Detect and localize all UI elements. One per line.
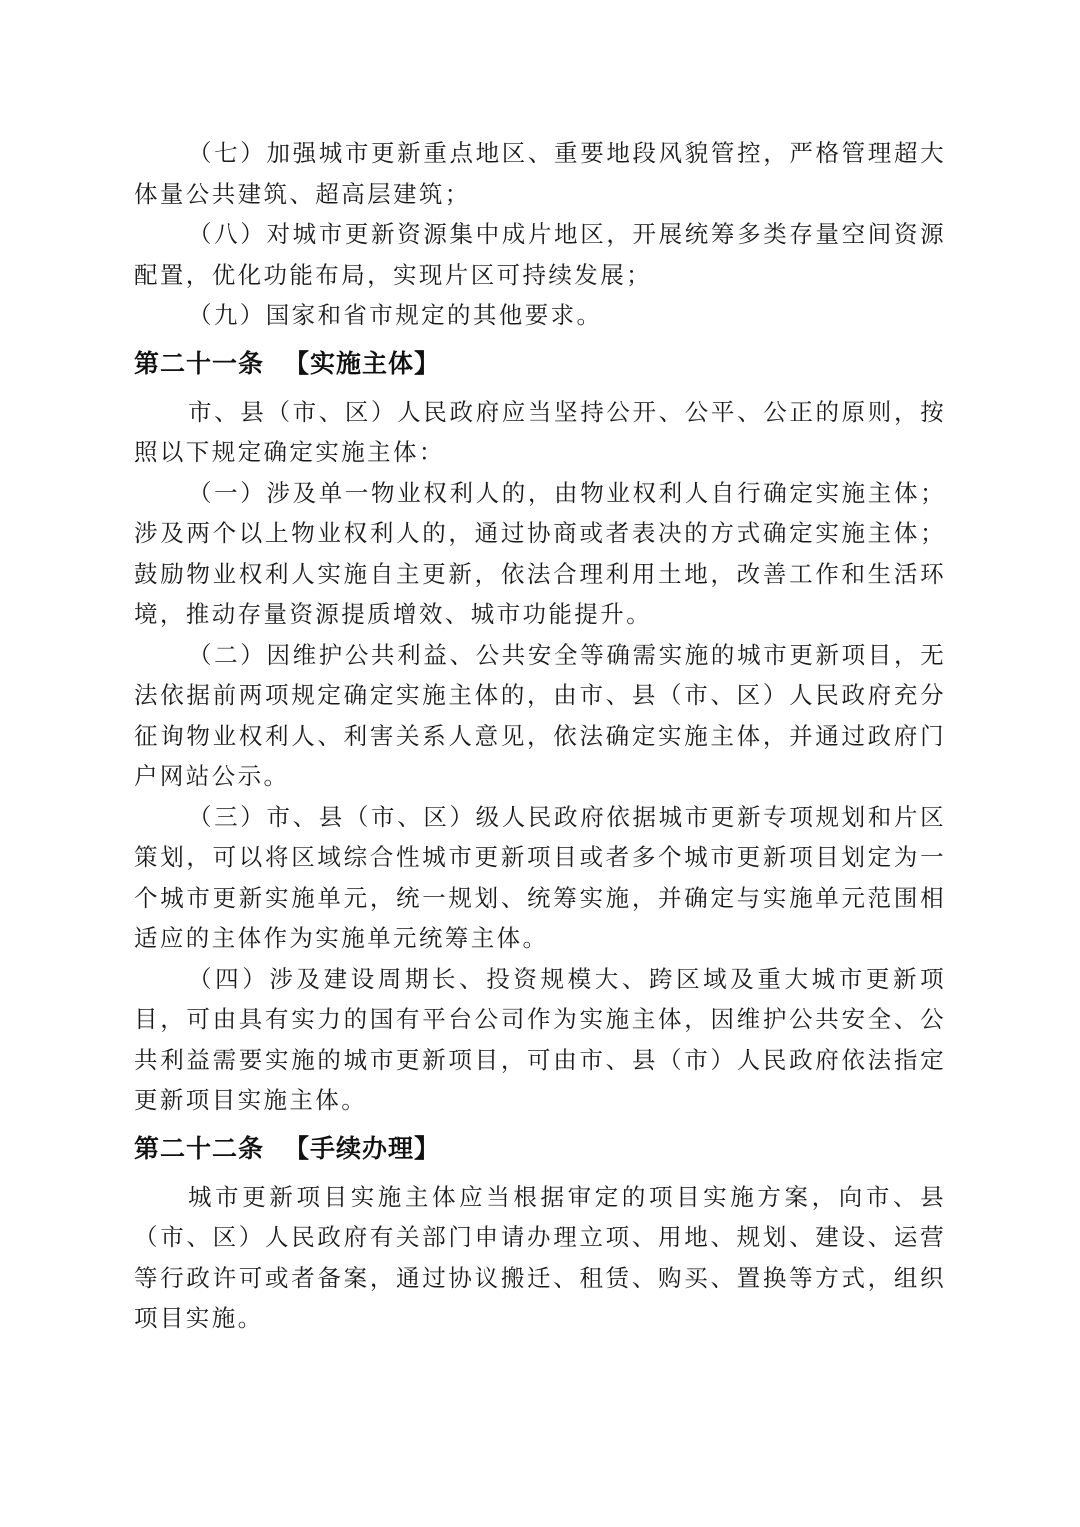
article-22-body: 城市更新项目实施主体应当根据审定的项目实施方案，向市、县（市、区）人民政府有关部门申请办理立项、用地、规划、建设、运营等行政许可或者备案，通过协议搬迁、租赁、购买、置换等方式，组织项目实施。 bbox=[134, 1182, 946, 1332]
paragraph-item-8: （八）对城市更新资源集中成片地区，开展统筹多类存量空间资源配置，优化功能布局，实现片区可持续发展； bbox=[134, 220, 946, 289]
article-21-item-1: （一）涉及单一物业权利人的，由物业权利人自行确定实施主体；涉及两个以上物业权利人的，通过协商或者表决的方式确定实施主体；鼓励物业权利人实施自主更新，依法合理利用土地，改善工作和生活环境，推动存量资源提质增效、城市功能提升。 bbox=[134, 478, 946, 628]
document-body bbox=[134, 133, 946, 1339]
paragraph-item-7: （七）加强城市更新重点地区、重要地段风貌管控，严格管理超大体量公共建筑、超高层建筑； bbox=[134, 139, 946, 208]
article-21-title: 【实施主体】 bbox=[284, 348, 441, 378]
article-21-intro: 市、县（市、区）人民政府应当坚持公开、公平、公正的原则，按照以下规定确定实施主体： bbox=[134, 397, 946, 466]
article-22-title: 【手续办理】 bbox=[284, 1133, 441, 1163]
article-21-item-3: （三）市、县（市、区）级人民政府依据城市更新专项规划和片区策划，可以将区域综合性城市更新项目或者多个城市更新项目划定为一个城市更新实施单元，统一规划、统筹实施，并确定与实施单元范围相适应的主体作为实施单元统筹主体。 bbox=[134, 802, 946, 952]
article-21-number: 第二十一条 bbox=[134, 348, 265, 378]
article-21-heading bbox=[134, 336, 946, 392]
article-21-item-4: （四）涉及建设周期长、投资规模大、跨区域及重大城市更新项目，可由具有实力的国有平台公司作为实施主体，因维护公共安全、公共利益需要实施的城市更新项目，可由市、县（市）人民政府依法指定更新项目实施主体。 bbox=[134, 964, 946, 1114]
article-21-item-2: （二）因维护公共利益、公共安全等确需实施的城市更新项目，无法依据前两项规定确定实施主体的，由市、县（市、区）人民政府充分征询物业权利人、利害关系人意见，依法确定实施主体，并通过政府门户网站公示。 bbox=[134, 640, 946, 790]
article-22-number: 第二十二条 bbox=[134, 1133, 265, 1163]
article-22-heading bbox=[134, 1121, 946, 1177]
paragraph-item-9: （九）国家和省市规定的其他要求。 bbox=[188, 301, 603, 329]
